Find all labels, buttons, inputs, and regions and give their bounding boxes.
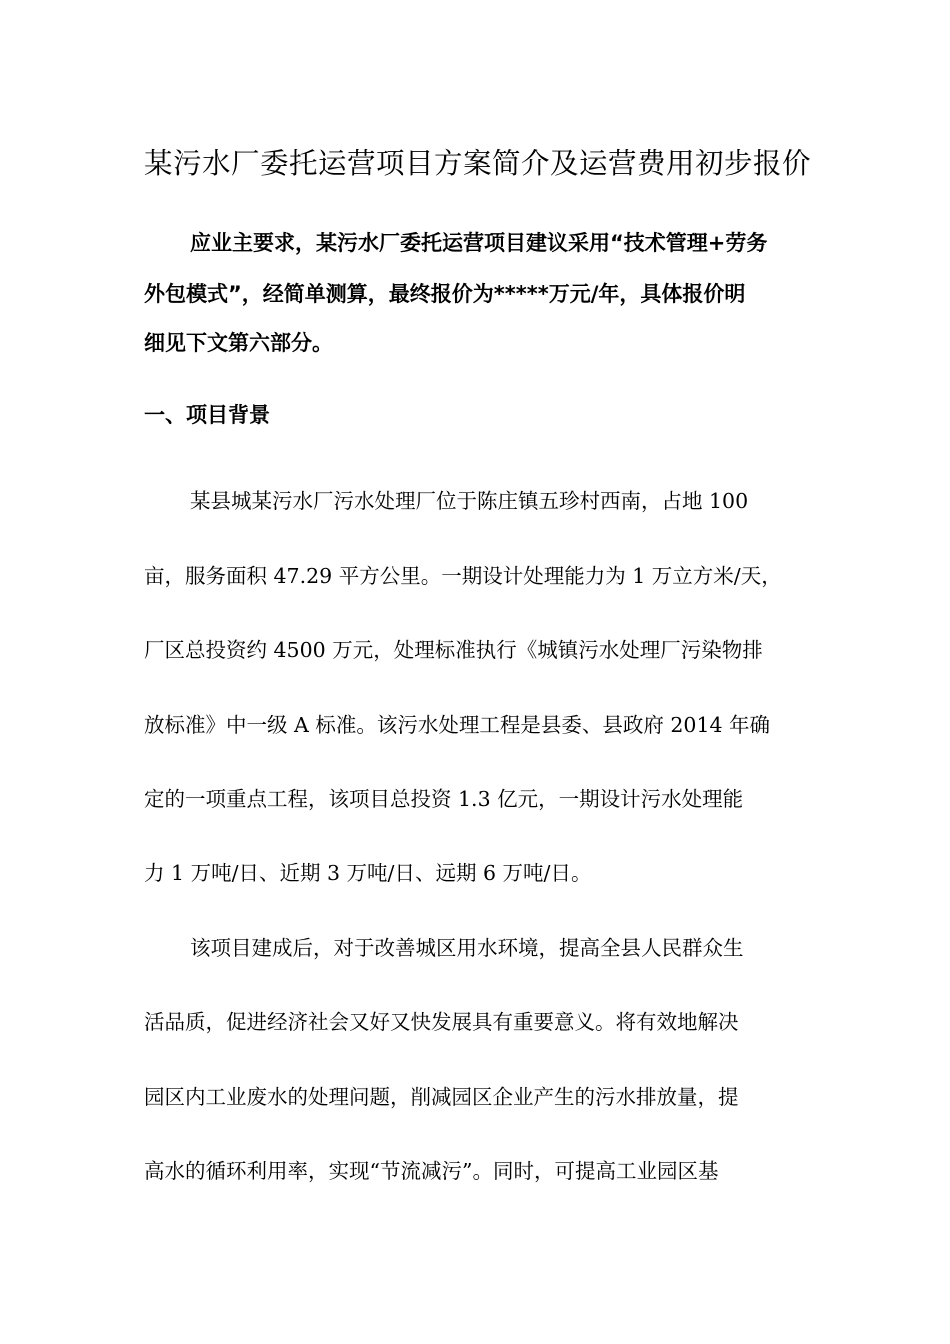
paragraph1-line-3: 厂区总投资约 4500 万元，处理标准执行《城镇污水处理厂污染物排	[144, 638, 763, 662]
paragraph2-line-3: 园区内工业废水的处理问题，削减园区企业产生的污水排放量，提	[144, 1085, 739, 1109]
paragraph1-line-4: 放标准》中一级 A 标准。该污水处理工程是县委、县政府 2014 年确	[144, 713, 771, 737]
paragraph1-line-5: 定的一项重点工程，该项目总投资 1.3 亿元，一期设计污水处理能	[144, 787, 744, 811]
paragraph2-line-1: 该项目建成后，对于改善城区用水环境，提高全县人民群众生	[190, 936, 744, 960]
paragraph1-line-6: 力 1 万吨/日、近期 3 万吨/日、远期 6 万吨/日。	[144, 861, 592, 885]
summary-line-2: 外包模式”，经简单测算，最终报价为*****万元/年，具体报价明	[144, 282, 746, 306]
paragraph1-line-2: 亩，服务面积 47.29 平方公里。一期设计处理能力为 1 万立方米/天，	[144, 564, 782, 588]
paragraph2-line-2: 活品质，促进经济社会又好又快发展具有重要意义。将有效地解决	[144, 1010, 739, 1034]
summary-line-3: 细见下文第六部分。	[144, 331, 333, 355]
paragraph1-line-1: 某县城某污水厂污水处理厂位于陈庄镇五珍村西南，占地 100	[190, 489, 749, 513]
document-title: 某污水厂委托运营项目方案简介及运营费用初步报价	[144, 147, 812, 180]
paragraph2-line-4: 高水的循环利用率，实现“节流减污”。同时，可提高工业园区基	[144, 1159, 719, 1183]
summary-line-1: 应业主要求，某污水厂委托运营项目建议采用“技术管理+劳务	[190, 231, 768, 255]
section-heading-background: 一、项目背景	[144, 403, 270, 427]
